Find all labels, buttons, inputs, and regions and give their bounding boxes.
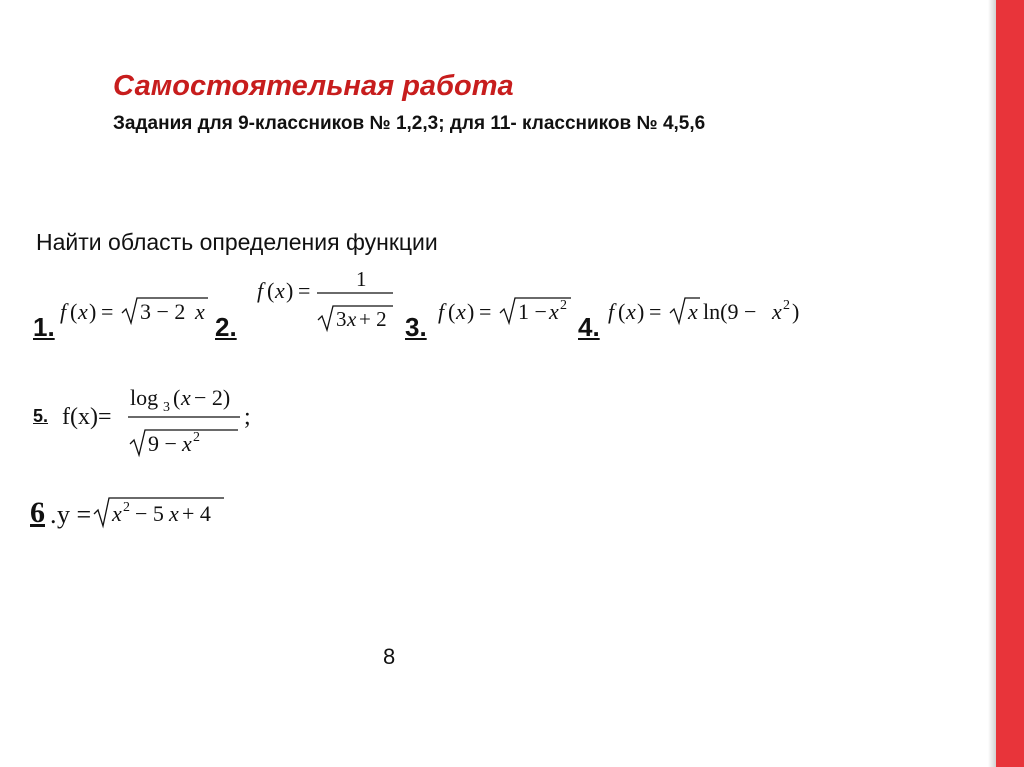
svg-text:log: log [130, 385, 159, 410]
item-2-formula [255, 266, 400, 336]
item-1-formula [58, 292, 213, 332]
svg-text:3: 3 [163, 400, 170, 415]
svg-text:3: 3 [336, 307, 347, 331]
svg-text:f: f [438, 299, 445, 324]
task-text: Найти область определения функции [36, 229, 438, 255]
item-3-formula [436, 292, 576, 332]
svg-text:x: x [182, 431, 192, 456]
accent-bar [996, 0, 1024, 767]
item-2-number: 2. [215, 312, 237, 342]
svg-text:x: x [549, 299, 559, 324]
svg-text:=: = [101, 299, 114, 324]
svg-text:x: x [78, 299, 88, 324]
svg-text:.: . [50, 500, 57, 529]
svg-text:f(x)=: f(x)= [62, 404, 112, 430]
svg-text:− 5: − 5 [135, 501, 164, 526]
slide-subtitle: Задания для 9-классников № 1,2,3; для 11- классников № 4,5,6 [113, 113, 706, 134]
svg-text:1: 1 [356, 267, 367, 291]
svg-text:+ 2: + 2 [359, 307, 387, 331]
svg-text:(: ( [448, 299, 456, 324]
svg-text:x: x [688, 299, 698, 324]
page-number: 8 [383, 644, 396, 669]
svg-text:y =: y = [57, 500, 92, 529]
svg-text:x: x [772, 299, 782, 324]
svg-text:;: ; [244, 404, 251, 430]
svg-text:x: x [112, 501, 122, 526]
item-6-formula [48, 490, 233, 534]
svg-text:): ) [89, 299, 97, 324]
svg-text:x: x [347, 307, 357, 331]
decorative-shadow [988, 0, 996, 767]
item-4-formula [606, 292, 816, 332]
svg-text:2: 2 [560, 298, 567, 313]
svg-text:): ) [637, 299, 645, 324]
svg-text:2: 2 [783, 298, 790, 313]
svg-text:=: = [298, 278, 311, 303]
svg-text:f: f [257, 278, 264, 303]
svg-text:x: x [181, 385, 191, 410]
item-5-formula [60, 378, 260, 460]
item-3-number: 3. [405, 312, 427, 342]
svg-text:x: x [626, 299, 636, 324]
svg-text:x: x [169, 501, 179, 526]
svg-text:2: 2 [123, 500, 130, 515]
item-6-number: 6 [30, 496, 45, 529]
svg-text:x: x [275, 278, 285, 303]
svg-text:(: ( [70, 299, 78, 324]
svg-text:f: f [60, 299, 67, 324]
svg-text:(: ( [267, 278, 275, 303]
svg-text:): ) [467, 299, 475, 324]
svg-text:f: f [608, 299, 615, 324]
svg-text:− 2): − 2) [194, 385, 231, 410]
svg-text:(: ( [618, 299, 626, 324]
svg-text:+ 4: + 4 [182, 501, 211, 526]
svg-text:=: = [649, 299, 662, 324]
svg-text:ln(9 −: ln(9 − [703, 299, 757, 324]
svg-text:(: ( [173, 385, 181, 410]
svg-text:x: x [456, 299, 466, 324]
svg-text:2: 2 [193, 430, 200, 445]
item-1-number: 1. [33, 312, 55, 342]
svg-text:9 −: 9 − [148, 431, 177, 456]
svg-text:x: x [195, 299, 205, 324]
svg-text:3 − 2: 3 − 2 [140, 299, 186, 324]
svg-text:): ) [286, 278, 294, 303]
svg-text:1 −: 1 − [518, 299, 547, 324]
item-5-number: 5. [33, 406, 49, 426]
item-4-number: 4. [578, 312, 600, 342]
svg-text:): ) [792, 299, 800, 324]
slide-title: Самостоятельная работа [113, 70, 514, 102]
svg-text:=: = [479, 299, 492, 324]
